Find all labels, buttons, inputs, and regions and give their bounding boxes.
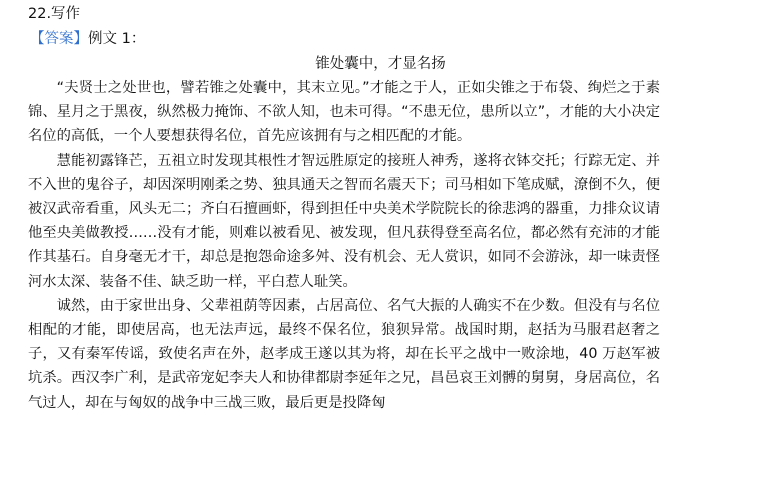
- question-heading: 22.写作: [28, 6, 81, 22]
- answer-line: [30, 29, 145, 49]
- essay-paragraph-1: “夫贤士之处世也，譬若锥之处囊中，其末立见。”才能之于人，正如尖锥之于布袋、绚烂之于素锦、星月之于黑夜，纵然极力掩饰、不欲人知，也未可得。“不患无位，患所以立”，才能的大小决定名位的高低，一个人要想获得名位，首先应该拥有与之相匹配的才能。: [28, 80, 660, 145]
- answer-label: 例文 1：: [88, 31, 146, 47]
- answer-tag: 【答案】: [30, 31, 88, 47]
- essay-paragraph-3: 诚然，由于家世出身、父辈祖荫等因素，占居高位、名气大振的人确实不在少数。但没有与名位相配的才能，即使居高，也无法声远，最终不保名位，狼狈异常。战国时期，赵括为马服君赵奢之子，又有秦军传谣，致使名声在外，赵孝成王遂以其为将，却在长平之战中一败涂地，40 万赵军被坑杀。西汉李广利，是武帝宠妃李夫人和协律都尉李延年之兄，昌邑哀王刘髆的舅舅，身居高位，名气过人，却在与匈奴的战争中三战三败，最后更是投降匈: [28, 297, 660, 411]
- essay-title: 锥处囊中，才显名扬: [315, 56, 446, 72]
- essay-paragraph-2: 慧能初露锋芒，五祖立时发现其根性才智远胜原定的接班人神秀，遂将衣钵交托；行踪无定、并不入世的鬼谷子，却因深明刚柔之势、独具通天之智而名震天下；司马相如下笔成赋，潦倒不久，便被汉武帝看重，风头无二；齐白石擅画虾，得到担任中央美术学院院长的徐悲鸿的器重，力排众议请他至央美做教授……没有才能，则难以被看见、被发现，但凡获得登至高名位，都必然有充沛的才能作其基石。自身毫无才干，却总是抱怨命途多舛、没有机会、无人赏识，如同不会游泳，却一味责怪河水太深、装备不佳、缺乏助一样，平白惹人耻笑。: [28, 152, 660, 290]
- essay-body: [28, 76, 660, 415]
